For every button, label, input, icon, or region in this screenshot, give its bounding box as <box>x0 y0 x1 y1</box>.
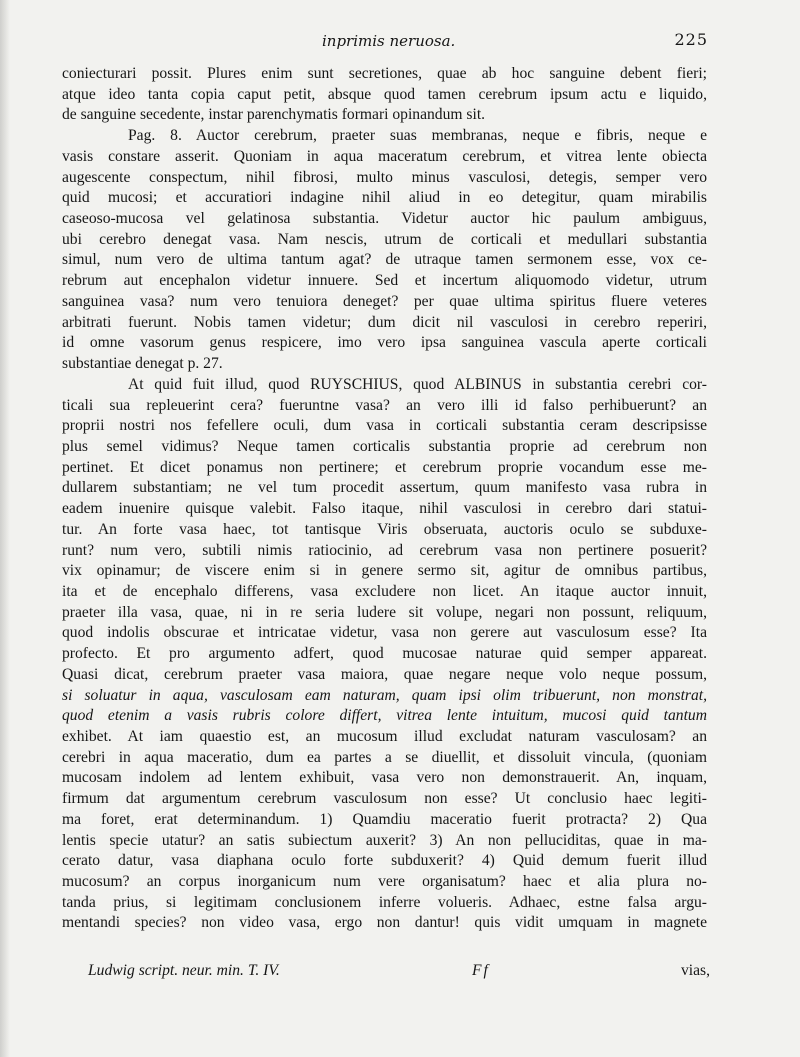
page-footer <box>88 962 710 986</box>
text-line: quod etenim a vasis rubris colore differt, vitrea lente intuitum, mucosi quid tantum <box>62 707 707 725</box>
signature-note: Ludwig script. neur. min. T. IV. <box>88 962 280 979</box>
text-line: coniecturari possit. Plures enim sunt secretiones, quae ab hoc sanguine debent fieri; <box>62 65 707 82</box>
text-line: quod indolis obscurae et intricatae videtur, vasa non gerere aut vasculosum esse? Ita <box>62 624 707 642</box>
text-line: At quid fuit illud, quod RUYSCHIUS, quod ALBINUS in substantia cerebri cor- <box>128 375 707 393</box>
text-line: eadem inuenire quisque valebit. Falso itaque, nihil vasculosi in cerebro dari statui- <box>62 500 707 518</box>
signature-mark: Ff <box>472 962 490 979</box>
page-gutter-shadow <box>0 0 10 1057</box>
text-line: vasis constare asserit. Quoniam in aqua maceratum cerebrum, et vitrea lente obiecta <box>62 147 707 165</box>
catchword: vias, <box>680 962 710 979</box>
text-line: mentandi species? non video vasa, ergo non dantur! quis vidit umquam in magnete <box>62 914 707 932</box>
text-line: mucosum? an corpus inorganicum num vere organisatum? haec et alia plura no- <box>62 873 707 891</box>
text-line: de sanguine secedente, instar parenchymatis formari opinandum sit. <box>62 106 486 124</box>
text-line: mucosam indolem ad lentem exhibuit, vasa vero non demonstrauerit. An, inquam, <box>62 769 707 787</box>
text-line: rebrum aut encephalon videtur innuere. Sed et incertum aliquomodo videtur, utrum <box>62 272 707 290</box>
text-line: tur. An forte vasa haec, tot tantisque Viris obseruata, auctoris oculo se subduxe- <box>62 520 707 538</box>
text-line: sanguinea vasa? num vero tenuiora deneget? per quae ultima spiritus fluere veteres <box>62 292 707 310</box>
text-line: cerato datur, vasa diaphana oculo forte subduxerit? 4) Quid demum fuerit illud <box>62 852 707 870</box>
text-line: runt? num vero, subtili nimis ratiocinio, ad cerebrum vasa non pertinere posuerit? <box>62 541 707 559</box>
text-line: si soluatur in aqua, vasculosam eam naturam, quam ipsi olim tribuerunt, non monstrat, <box>62 686 707 704</box>
text-line: vix opinamur; de viscere enim si in genere sermo sit, agitur de omnibus partibus, <box>62 562 707 580</box>
text-line: lentis specie utatur? an satis subiectum auxerit? 3) An non pelluciditas, quae in ma- <box>62 831 707 849</box>
text-line: cerebri in aqua maceratio, dum ea partes a se diuellit, et dissoluit vincula, (quoniam <box>62 748 707 766</box>
text-line: ita et de encephalo differens, vasa excludere non licet. An itaque auctor innuit, <box>62 582 707 600</box>
text-line: id omne vasorum genus respicere, imo vero ipsa sanguinea vascula aperte corticali <box>62 334 707 352</box>
text-line: ticali sua repleuerint cera? fueruntne vasa? an vero illi id falso perhibuerunt? an <box>62 396 707 414</box>
text-line: firmum dat argumentum cerebrum vasculosum non esse? Ut conclusio haec legiti- <box>62 790 707 808</box>
text-line: exhibet. At iam quaestio est, an mucosum illud excludat naturam vasculosam? an <box>62 728 707 745</box>
text-line: plus semel vidimus? Neque tamen corticalis substantia proprie ad cerebrum non <box>62 437 707 455</box>
text-line: tanda prius, si legitimam conclusionem inferre volueris. Adhaec, estne falsa argu- <box>62 893 707 911</box>
text-line: caseoso-mucosa vel gelatinosa substantia. Videtur auctor hic paulum ambiguus, <box>62 210 707 228</box>
text-line: quid mucosi; et accuratiori indagine nihil aliud in eo detegitur, quam mirabilis <box>62 189 707 207</box>
page-header <box>0 30 800 54</box>
text-line <box>62 934 707 955</box>
text-line: ubi cerebro denegat vasa. Nam nescis, utrum de corticali et medullari substantia <box>62 230 707 248</box>
running-head: inprimis neruosa. <box>322 32 456 50</box>
text-line: Quasi dicat, cerebrum praeter vasa maiora, quae negare neque volo neque possum, <box>62 665 707 683</box>
text-line: ma foret, erat determinandum. 1) Quamdiu maceratio fuerit protracta? 2) Qua <box>62 810 707 828</box>
text-line: profecto. Et pro argumento adfert, quod mucosae naturae quid semper appareat. <box>62 645 707 663</box>
text-line: Pag. 8. Auctor cerebrum, praeter suas membranas, neque e fibris, neque e <box>128 127 707 145</box>
body-text <box>62 64 707 955</box>
page-number: 225 <box>674 30 708 49</box>
text-line: proprii nostri nos fefellere oculi, dum vasa in corticali substantia ceram descripsisse <box>62 417 707 435</box>
text-line: atque ideo tanta copia caput petit, absque quod tamen cerebrum ipsum actu e liquido, <box>62 85 707 103</box>
text-line: dullarem substantiam; ne vel tum procedit assertum, quum manifesto vasa rubra in <box>62 479 707 497</box>
text-line: praeter illa vasa, quae, ni in re seria ludere sit volupe, negari non possunt, reliquum, <box>62 603 707 621</box>
text-line: pertinet. Et dicet ponamus non pertinere; et cerebrum proprie vocandum esse me- <box>62 458 707 476</box>
text-line: simul, num vero de ultima tantum agat? de utraque tamen sermonem esse, vox ce- <box>62 251 707 269</box>
text-line: augescente conspectum, nihil fibrosi, multo minus vasculosi, detegis, semper vero <box>62 168 707 186</box>
text-line: arbitrati fuerunt. Nobis tamen videtur; dum dicit nil vasculosi in cerebro reperiri, <box>62 313 707 331</box>
text-line: substantiae denegat p. 27. <box>62 355 223 373</box>
